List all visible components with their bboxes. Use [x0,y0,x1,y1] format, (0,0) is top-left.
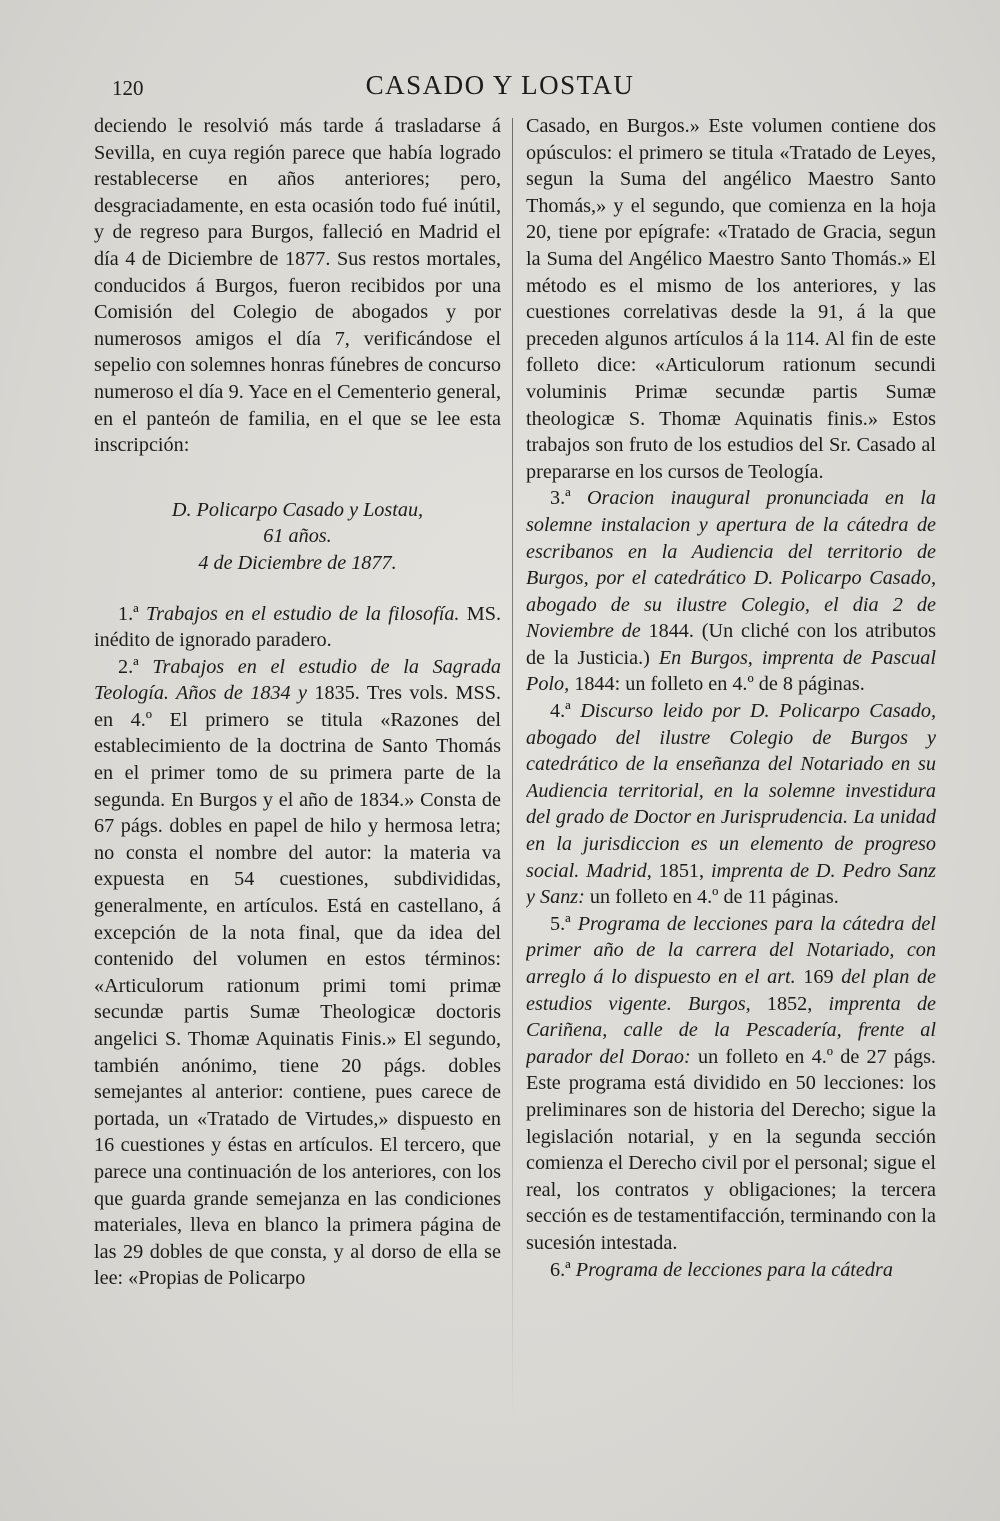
item-number: 6.ª [550,1258,571,1281]
item-number: 1.ª [118,602,139,625]
left-column [94,113,501,1443]
work-title: Trabajos en el estudio de la Sagrada Teología. Años de 1834 y [94,655,501,705]
work-item-3 [526,485,936,698]
work-title: Oracion inaugural pronunciada en la solemne instalacion y apertura de la cátedra de escribanos en la Audiencia del territorio de Burgos, por el catedrático D. Policarpo Casado, abogado de su ilustre Colegio, el dia 2 de Noviembre de [526,487,936,643]
work-description: 1844: un folleto en 4.º de 8 páginas. [569,673,865,696]
work-item-1 [94,601,501,654]
work-description: 169 [795,966,842,988]
work-item-2 [94,654,501,1292]
item-number: 4.ª [550,700,571,723]
running-title: CASADO Y LOSTAU [365,70,635,100]
work-title-continued: del plan de estudios vigente. Burgos, [526,966,936,1015]
column-divider [512,118,513,1418]
inscription-line-age: 61 años. [263,525,332,548]
paragraph-continuation: Casado, en Burgos.» Este volumen contiene dos opúsculos: el primero se titula «Tratado de Leyes, segun la Suma del angélico Maestro Santo Thomás,» y el segundo, que comienza en la hoja 20, tiene por epígrafe: «Tratado de Gracia, segun la Suma del Angélico Maestro Santo Thomás.» El método es el mismo de los anteriores, y las cuestiones correlativas desde la 91, á la que preceden algunos artículos á la 114. Al fin de este folleto dice: «Articulorum rationum secundi voluminis Primæ secundæ partis Sumæ theologicæ S. Thomæ Aquinatis finis.» Estos trabajos son fruto de los estudios del Sr. Casado al prepararse en los cursos de Teología. [526,115,936,483]
item-number: 5.ª [550,912,571,935]
work-description: un folleto en 4.º de 27 págs. Este programa está dividido en 50 lecciones: los preliminares son de historia del Derecho; sigue la legislación notarial, y en la segunda sección comienza el Derecho civil por el personal; sigue el real, los contratos y obligaciones; la tercera sección es de testamentifacción, terminando con la sucesión intestada. [526,1045,936,1254]
work-title: Discurso leido por D. Policarpo Casado, abogado del ilustre Colegio de Burgos y catedrático de la enseñanza del Notariado en su Audiencia territorial, en la solemne investidura del grado de Doctor en Jurisprudencia. La unidad en la jurisdiccion es un elemento de progreso social. Madrid, [526,700,936,882]
work-item-4 [526,698,936,911]
item-number: 3.ª [550,487,571,510]
work-description: 1852, [750,992,829,1015]
work-description: 1844. (Un cliché con los atributos de la Justicia.) [526,620,936,669]
work-item-6 [526,1257,936,1284]
work-imprint: imprenta de D. Pedro Sanz y Sanz: [526,859,936,909]
tomb-inscription [94,497,501,577]
work-description: un folleto en 4.º de 11 páginas. [584,886,839,909]
work-description: 1835. Tres vols. MSS. en 4.º El primero se titula «Razones del establecimiento de la doctrina de Santo Thomás en el primer tomo de su primera parte de la segunda. En Burgos y el año de 1834.» Consta de 67 págs. dobles en papel de hilo y hermosa letra; no consta el nombre del autor: la materia va expuesta en 54 cuestiones, subdivididas, generalmente, en artículos. Está en castellano, á excepción de la nota final, que da idea del contenido del volumen en estos términos: «Articulorum rationum primi tomi primæ secundæ partis Sumæ Theologicæ doctoris angelici S. Thomæ Aquinatis Finis.» El segundo, también anónimo, tiene 20 págs. dobles semejantes al anterior: contiene, pues carece de portada, un «Tratado de Virtudes,» dispuesto en 16 cuestiones y éstas en artículos. El tercero, que parece una continuación de los anteriores, con los que guarda grande semejanza en las condiciones materiales, lleva en blanco la primera página de las 29 dobles de que consta, y al dorso de ella se lee: «Propias de Policarpo [94,682,501,1290]
page-number: 120 [112,76,144,100]
work-item-5 [526,911,936,1257]
work-imprint: imprenta de Cariñena, calle de la Pescadería, frente al parador del Dorao: [526,992,936,1068]
item-number: 2.ª [118,655,139,678]
work-title: Programa de lecciones para la cátedra del primer año de la carrera del Notariado, con arreglo á lo dispuesto en el art. [526,912,936,988]
inscription-line-date: 4 de Diciembre de 1877. [198,551,397,574]
work-title: Trabajos en el estudio de la filosofía. [146,602,460,625]
work-title: Programa de lecciones para la cátedra [575,1258,893,1281]
inscription-line-name: D. Policarpo Casado y Lostau, [171,498,424,521]
work-description: MS. inédito de ignorado paradero. [94,602,501,652]
page-header [0,70,1000,110]
paragraph-biography: deciendo le resolvió más tarde á trasladarse á Sevilla, en cuya región parece que había logrado restablecerse en años anteriores; pero, desgraciadamente, en esta ocasión todo fué inútil, y de regreso para Burgos, falleció en Madrid el día 4 de Diciembre de 1877. Sus restos mortales, conducidos á Burgos, fueron recibidos por una Comisión del Colegio de abogados y por numerosos amigos el día 7, verificándose el sepelio con solemnes honras fúnebres de concurso numeroso el día 9. Yace en el Cementerio general, en el panteón de familia, en el que se lee esta inscripción: [94,115,501,457]
right-column [526,113,936,1443]
work-description: 1851, [651,859,711,882]
work-imprint: En Burgos, imprenta de Pascual Polo, [526,646,936,696]
